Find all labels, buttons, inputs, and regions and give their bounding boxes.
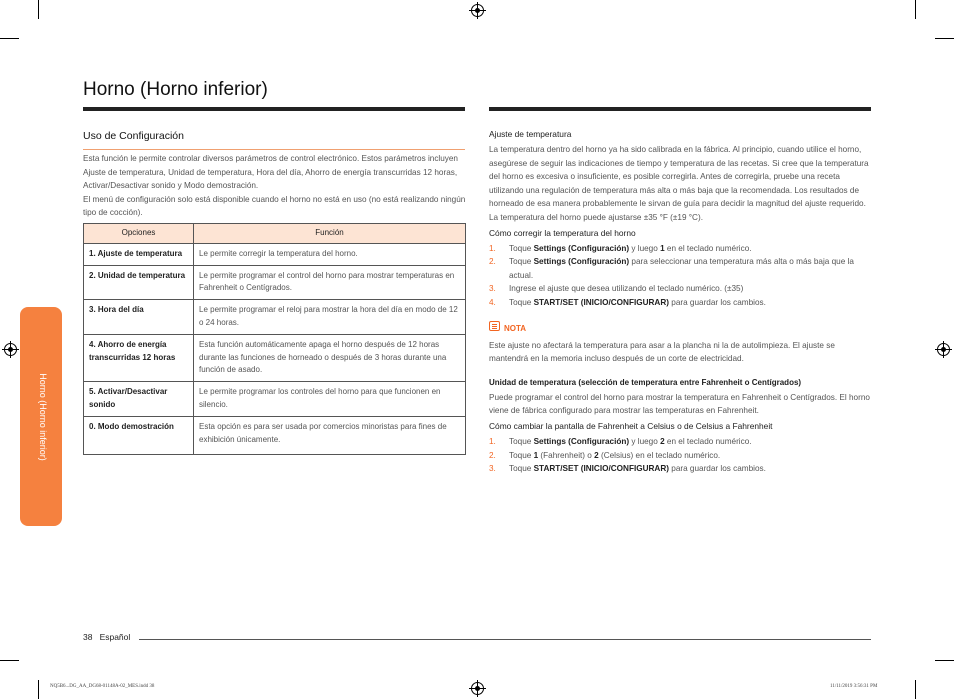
title-rule-right: [489, 107, 871, 111]
side-tab-label: Horno (Horno inferior): [38, 373, 48, 461]
file-info: NQ5B6...DG_AA_DG68-01148A-02_MES.indd 38: [50, 684, 155, 689]
intro-paragraph-1: Esta función le permite controlar diversos parámetros de control electrónico. Estos parámetros incluyen Ajuste de temperatura, Unidad de temperatura, Hora del día, Ahorro de energía transcurridas 12 horas, Activar/Desactivar sonido y Modo demostración.: [83, 154, 458, 191]
crop-mark: [0, 660, 19, 661]
table-row: [84, 243, 466, 265]
footer-language: Español: [99, 632, 131, 642]
list-item: 3. Ingrese el ajuste que desea utilizando el teclado numérico. (±35): [489, 284, 744, 294]
section-heading: Uso de Configuración: [83, 130, 184, 142]
temperature-adjust-paragraph: La temperatura dentro del horno ya ha sido calibrada en la fábrica. Al principio, cuando utilice el horno, asegúrese de seguir las indicaciones de tiempo y temperatura de las recetas. Si cree que la temperatura del horno es excesiva o insuficiente, es posible corregirla. Antes de corregirla, pruebe una receta utilizando una regulación de temperatura más alta o más baja que la recomendada. Los resultados de horneado de esa manera probablemente le sirvan de guía para decidir la magnitud del ajuste requerido. La temperatura del horno puede ajustarse ±35 °F (±19 °C).: [489, 145, 869, 222]
note-text: Este ajuste no afectará la temperatura para asar a la plancha ni la de autolimpieza. El ajuste se mantendrá en la memoria incluso después de un corte de electricidad.: [489, 340, 835, 364]
option-cell: 2. Unidad de temperatura: [84, 265, 194, 300]
table-row: [84, 265, 466, 300]
page-footer: [83, 632, 130, 642]
crop-mark: [38, 0, 39, 19]
section-divider: [83, 149, 465, 150]
list-item: 2. Toque 1 (Fahrenheit) o 2 (Celsius) en el teclado numérico.: [489, 450, 721, 460]
crop-mark: [935, 38, 954, 39]
temperature-unit-steps: [489, 435, 873, 476]
function-cell: Le permite corregir la temperatura del horno.: [194, 243, 466, 265]
page-number: 38: [83, 632, 93, 642]
list-item: 1. Toque Settings (Configuración) y luego 2 en el teclado numérico.: [489, 436, 752, 446]
option-cell: 4. Ahorro de energía transcurridas 12 horas: [84, 334, 194, 381]
crop-mark: [915, 0, 916, 19]
function-cell: Le permite programar el reloj para mostrar la hora del día en modo de 12 o 24 horas.: [194, 300, 466, 335]
function-cell: Esta opción es para ser usada por comercios minoristas para fines de exhibición únicamente.: [194, 416, 466, 455]
option-cell: 3. Hora del día: [84, 300, 194, 335]
footer-rule: [139, 639, 871, 640]
crop-mark: [0, 38, 19, 39]
note-label: NOTA: [489, 318, 873, 336]
list-item: 1. Toque Settings (Configuración) y luego 1 en el teclado numérico.: [489, 243, 752, 253]
note-icon: [489, 321, 500, 331]
registration-mark-icon: [471, 4, 484, 17]
subsection-heading-temperature-adjust: Ajuste de temperatura: [489, 129, 572, 139]
list-item: 2. Toque Settings (Configuración) para seleccionar una temperatura más alta o más baja que la actual.: [489, 257, 854, 280]
crop-mark: [935, 660, 954, 661]
list-item: 4. Toque START/SET (INICIO/CONFIGURAR) para guardar los cambios.: [489, 297, 766, 307]
function-cell: Esta función automáticamente apaga el horno después de 12 horas durante las funciones de horneado o después de 3 horas durante una función de asado.: [194, 334, 466, 381]
crop-mark: [915, 680, 916, 699]
table-header-function: Función: [194, 224, 466, 244]
intro-text: [83, 152, 467, 220]
list-item: 3. Toque START/SET (INICIO/CONFIGURAR) para guardar los cambios.: [489, 464, 766, 474]
function-cell: Le permite programar los controles del horno para que funcionen en silencio.: [194, 382, 466, 417]
date-info: 11/11/2019 3:56:31 PM: [830, 684, 878, 689]
right-column: [489, 129, 873, 476]
title-rule-left: [83, 107, 465, 111]
function-cell: Le permite programar el control del horno para mostrar temperaturas en Fahrenheit o Centígrados.: [194, 265, 466, 300]
page-title: Horno (Horno inferior): [83, 79, 268, 100]
table-header-options: Opciones: [84, 224, 194, 244]
option-cell: 5. Activar/Desactivar sonido: [84, 382, 194, 417]
options-table: [83, 223, 466, 455]
table-row: [84, 300, 466, 335]
option-cell: 0. Modo demostración: [84, 416, 194, 455]
table-row: [84, 416, 466, 455]
table-row: [84, 382, 466, 417]
registration-mark-icon: [471, 682, 484, 695]
option-cell: 1. Ajuste de temperatura: [84, 243, 194, 265]
subsection-heading-temperature-unit: Unidad de temperatura (selección de temperatura entre Fahrenheit o Centígrados): [489, 377, 802, 387]
intro-paragraph-2: El menú de configuración solo está disponible cuando el horno no está en uso (no está realizando ningún tipo de cocción).: [83, 194, 466, 218]
temperature-unit-paragraph: Puede programar el control del horno para mostrar la temperatura en Fahrenheit o Centígrados. El horno viene de fábrica configurado para mostrar las temperaturas en Fahrenheit.: [489, 392, 870, 416]
table-row: [84, 334, 466, 381]
registration-mark-icon: [937, 343, 950, 356]
crop-mark: [38, 680, 39, 699]
procedure-title: Cómo cambiar la pantalla de Fahrenheit a Celsius o de Celsius a Fahrenheit: [489, 420, 773, 431]
side-section-tab: [20, 307, 62, 526]
temperature-adjust-steps: [489, 242, 873, 310]
procedure-title: Cómo corregir la temperatura del horno: [489, 227, 636, 238]
registration-mark-icon: [4, 343, 17, 356]
